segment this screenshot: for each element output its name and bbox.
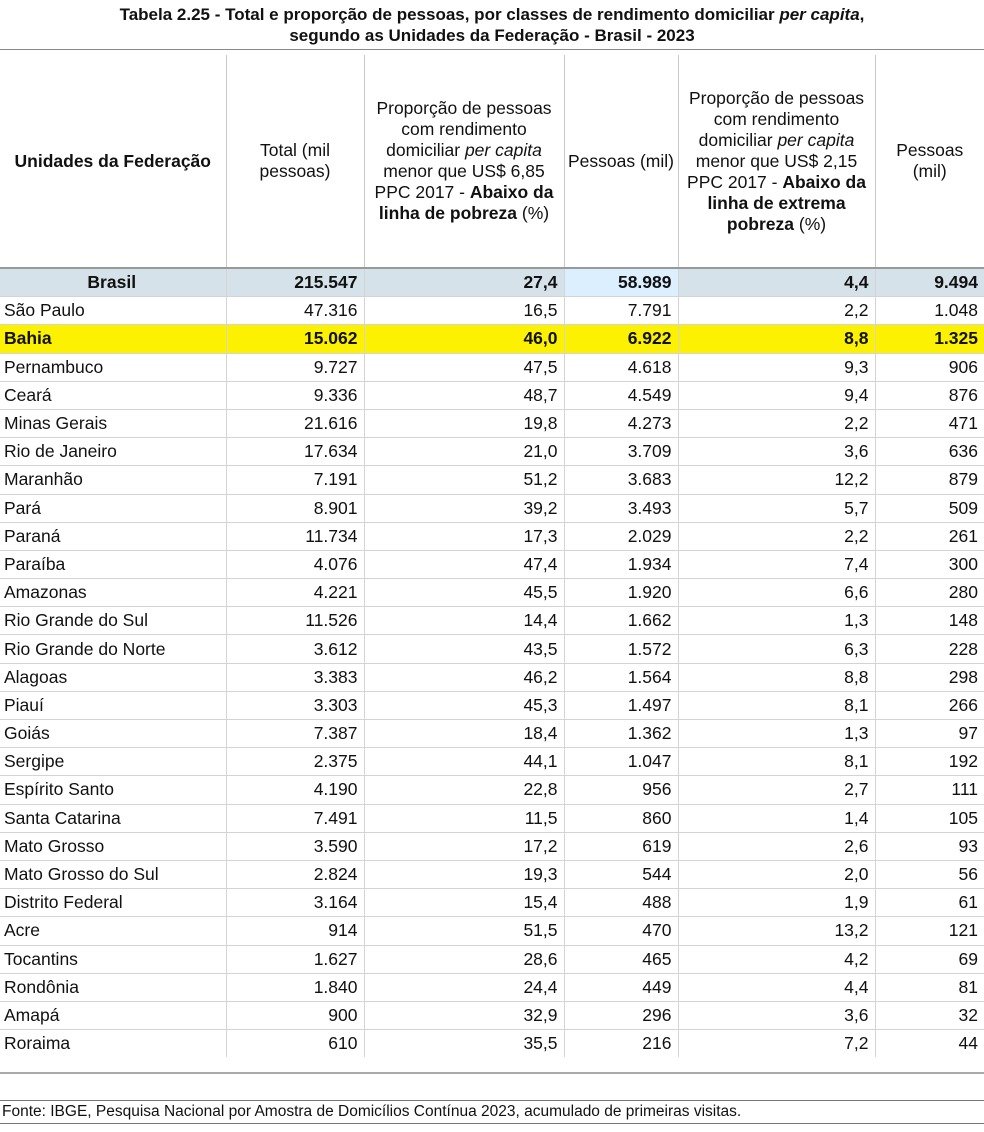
prop-pobreza-cell: 35,5 xyxy=(364,1030,564,1058)
prop-extrema-cell: 12,2 xyxy=(678,466,875,494)
total-cell: 11.526 xyxy=(226,607,364,635)
table-row xyxy=(0,804,984,832)
uf-cell: Roraima xyxy=(0,1030,226,1058)
prop-pobreza-cell: 28,6 xyxy=(364,945,564,973)
pessoas-pobreza-cell: 4.273 xyxy=(564,409,678,437)
pessoas-extrema-cell: 266 xyxy=(875,691,984,719)
total-cell: 610 xyxy=(226,1030,364,1058)
prop-pobreza-cell: 18,4 xyxy=(364,720,564,748)
table-row xyxy=(0,607,984,635)
pessoas-extrema-cell: 44 xyxy=(875,1030,984,1058)
header-prop-extrema xyxy=(678,55,875,268)
pessoas-extrema-cell: 509 xyxy=(875,494,984,522)
header-prop-pobreza-italic: per capita xyxy=(464,140,542,160)
title-line1-prefix: Tabela 2.25 - Total e proporção de pessoas, por classes de rendimento domiciliar xyxy=(119,5,780,24)
prop-extrema-cell: 4,4 xyxy=(678,268,875,297)
total-cell: 11.734 xyxy=(226,522,364,550)
pessoas-pobreza-cell: 3.493 xyxy=(564,494,678,522)
total-cell: 3.303 xyxy=(226,691,364,719)
table-row xyxy=(0,438,984,466)
prop-extrema-cell: 5,7 xyxy=(678,494,875,522)
total-cell: 3.383 xyxy=(226,663,364,691)
table-row xyxy=(0,579,984,607)
table-row xyxy=(0,522,984,550)
pessoas-pobreza-cell: 3.709 xyxy=(564,438,678,466)
uf-cell: São Paulo xyxy=(0,297,226,325)
total-cell: 7.191 xyxy=(226,466,364,494)
title-line2: segundo as Unidades da Federação - Brasil - 2023 xyxy=(289,26,695,45)
pessoas-extrema-cell: 69 xyxy=(875,945,984,973)
prop-pobreza-cell: 27,4 xyxy=(364,268,564,297)
title-line1-italic: per capita xyxy=(779,5,860,24)
header-prop-extrema-c: (%) xyxy=(794,213,827,234)
pessoas-pobreza-cell: 216 xyxy=(564,1030,678,1058)
header-prop-extrema-italic: per capita xyxy=(777,129,855,150)
pessoas-pobreza-cell: 1.497 xyxy=(564,691,678,719)
table-row xyxy=(0,720,984,748)
pessoas-extrema-cell: 105 xyxy=(875,804,984,832)
header-total: Total (mil pessoas) xyxy=(226,55,364,268)
prop-pobreza-cell: 51,5 xyxy=(364,917,564,945)
pessoas-extrema-cell: 32 xyxy=(875,1001,984,1029)
uf-cell: Bahia xyxy=(0,325,226,353)
total-cell: 47.316 xyxy=(226,297,364,325)
pessoas-extrema-cell: 280 xyxy=(875,579,984,607)
uf-cell: Amapá xyxy=(0,1001,226,1029)
pessoas-pobreza-cell: 4.549 xyxy=(564,381,678,409)
pessoas-extrema-cell: 1.325 xyxy=(875,325,984,353)
total-cell: 215.547 xyxy=(226,268,364,297)
pessoas-pobreza-cell: 619 xyxy=(564,832,678,860)
table-row xyxy=(0,381,984,409)
total-cell: 17.634 xyxy=(226,438,364,466)
prop-pobreza-cell: 47,5 xyxy=(364,353,564,381)
pessoas-pobreza-cell: 3.683 xyxy=(564,466,678,494)
pessoas-pobreza-cell: 2.029 xyxy=(564,522,678,550)
pessoas-extrema-cell: 876 xyxy=(875,381,984,409)
table-row xyxy=(0,663,984,691)
prop-pobreza-cell: 44,1 xyxy=(364,748,564,776)
pessoas-extrema-cell: 81 xyxy=(875,973,984,1001)
header-prop-pobreza-b: menor que US$ 6,85 PPC 2017 - xyxy=(374,161,545,202)
total-cell: 21.616 xyxy=(226,409,364,437)
header-row xyxy=(0,55,984,268)
uf-cell: Pará xyxy=(0,494,226,522)
data-table xyxy=(0,55,984,1057)
header-prop-pobreza xyxy=(364,55,564,268)
table-row xyxy=(0,353,984,381)
pessoas-pobreza-cell: 296 xyxy=(564,1001,678,1029)
pessoas-pobreza-cell: 6.922 xyxy=(564,325,678,353)
uf-cell: Tocantins xyxy=(0,945,226,973)
prop-extrema-cell: 8,8 xyxy=(678,325,875,353)
total-cell: 1.627 xyxy=(226,945,364,973)
pessoas-pobreza-cell: 58.989 xyxy=(564,268,678,297)
total-cell: 3.590 xyxy=(226,832,364,860)
uf-cell: Maranhão xyxy=(0,466,226,494)
prop-pobreza-cell: 11,5 xyxy=(364,804,564,832)
pessoas-pobreza-cell: 956 xyxy=(564,776,678,804)
pessoas-pobreza-cell: 1.362 xyxy=(564,720,678,748)
uf-cell: Amazonas xyxy=(0,579,226,607)
total-cell: 7.387 xyxy=(226,720,364,748)
uf-cell: Acre xyxy=(0,917,226,945)
pessoas-pobreza-cell: 7.791 xyxy=(564,297,678,325)
total-cell: 9.336 xyxy=(226,381,364,409)
table-row xyxy=(0,973,984,1001)
pessoas-extrema-cell: 56 xyxy=(875,860,984,888)
prop-extrema-cell: 1,9 xyxy=(678,889,875,917)
header-prop-extrema-bold: Abaixo da linha de extrema pobreza xyxy=(707,171,866,234)
uf-cell: Distrito Federal xyxy=(0,889,226,917)
header-prop-extrema-b: menor que US$ 2,15 PPC 2017 - xyxy=(687,150,858,192)
pessoas-extrema-cell: 93 xyxy=(875,832,984,860)
prop-extrema-cell: 7,2 xyxy=(678,1030,875,1058)
total-cell: 2.375 xyxy=(226,748,364,776)
prop-extrema-cell: 3,6 xyxy=(678,1001,875,1029)
prop-pobreza-cell: 46,2 xyxy=(364,663,564,691)
table-row xyxy=(0,635,984,663)
title-line1-suffix: , xyxy=(859,5,865,24)
total-cell: 9.727 xyxy=(226,353,364,381)
pessoas-extrema-cell: 192 xyxy=(875,748,984,776)
pessoas-pobreza-cell: 1.662 xyxy=(564,607,678,635)
pessoas-pobreza-cell: 1.047 xyxy=(564,748,678,776)
pessoas-pobreza-cell: 1.920 xyxy=(564,579,678,607)
prop-extrema-cell: 1,3 xyxy=(678,720,875,748)
pessoas-extrema-cell: 636 xyxy=(875,438,984,466)
total-cell: 4.190 xyxy=(226,776,364,804)
pessoas-extrema-cell: 879 xyxy=(875,466,984,494)
prop-pobreza-cell: 39,2 xyxy=(364,494,564,522)
header-prop-pobreza-bold: Abaixo da linha de pobreza xyxy=(378,182,554,223)
pessoas-pobreza-cell: 465 xyxy=(564,945,678,973)
pessoas-extrema-cell: 298 xyxy=(875,663,984,691)
source-note: Fonte: IBGE, Pesquisa Nacional por Amostra de Domicílios Contínua 2023, acumulado de primeiras visitas. xyxy=(0,1100,984,1124)
header-prop-extrema-a: Proporção de pessoas com rendimento domiciliar xyxy=(688,87,865,150)
header-prop-pobreza-a: Proporção de pessoas com rendimento domiciliar xyxy=(376,98,552,160)
prop-extrema-cell: 4,4 xyxy=(678,973,875,1001)
prop-pobreza-cell: 51,2 xyxy=(364,466,564,494)
prop-extrema-cell: 2,2 xyxy=(678,297,875,325)
uf-cell: Rondônia xyxy=(0,973,226,1001)
total-cell: 8.901 xyxy=(226,494,364,522)
table-row xyxy=(0,466,984,494)
table-body xyxy=(0,268,984,1057)
prop-extrema-cell: 6,3 xyxy=(678,635,875,663)
pessoas-extrema-cell: 471 xyxy=(875,409,984,437)
prop-pobreza-cell: 47,4 xyxy=(364,550,564,578)
header-pessoas-2: Pessoas (mil) xyxy=(875,55,984,268)
table-row xyxy=(0,832,984,860)
prop-pobreza-cell: 17,3 xyxy=(364,522,564,550)
table-row xyxy=(0,889,984,917)
total-cell: 3.164 xyxy=(226,889,364,917)
prop-pobreza-cell: 19,8 xyxy=(364,409,564,437)
prop-pobreza-cell: 45,3 xyxy=(364,691,564,719)
table-row xyxy=(0,1001,984,1029)
pessoas-pobreza-cell: 4.618 xyxy=(564,353,678,381)
prop-pobreza-cell: 24,4 xyxy=(364,973,564,1001)
prop-extrema-cell: 2,7 xyxy=(678,776,875,804)
uf-cell: Ceará xyxy=(0,381,226,409)
prop-pobreza-cell: 32,9 xyxy=(364,1001,564,1029)
uf-cell: Sergipe xyxy=(0,748,226,776)
pessoas-pobreza-cell: 488 xyxy=(564,889,678,917)
table-row xyxy=(0,550,984,578)
prop-pobreza-cell: 21,0 xyxy=(364,438,564,466)
pessoas-extrema-cell: 1.048 xyxy=(875,297,984,325)
table-row xyxy=(0,409,984,437)
pessoas-extrema-cell: 97 xyxy=(875,720,984,748)
table-row xyxy=(0,945,984,973)
prop-pobreza-cell: 16,5 xyxy=(364,297,564,325)
uf-cell: Santa Catarina xyxy=(0,804,226,832)
pessoas-extrema-cell: 906 xyxy=(875,353,984,381)
uf-cell: Rio Grande do Sul xyxy=(0,607,226,635)
table-row xyxy=(0,776,984,804)
prop-extrema-cell: 2,2 xyxy=(678,409,875,437)
prop-pobreza-cell: 46,0 xyxy=(364,325,564,353)
table-row xyxy=(0,917,984,945)
table-row xyxy=(0,860,984,888)
table-title xyxy=(0,0,984,50)
table-bottom-divider xyxy=(0,1072,984,1074)
prop-pobreza-cell: 17,2 xyxy=(364,832,564,860)
pessoas-extrema-cell: 121 xyxy=(875,917,984,945)
pessoas-pobreza-cell: 544 xyxy=(564,860,678,888)
table-row xyxy=(0,1030,984,1058)
prop-extrema-cell: 8,8 xyxy=(678,663,875,691)
prop-pobreza-cell: 19,3 xyxy=(364,860,564,888)
header-prop-pobreza-c: (%) xyxy=(517,203,550,223)
uf-cell: Pernambuco xyxy=(0,353,226,381)
pessoas-extrema-cell: 9.494 xyxy=(875,268,984,297)
prop-extrema-cell: 4,2 xyxy=(678,945,875,973)
pessoas-extrema-cell: 61 xyxy=(875,889,984,917)
pessoas-pobreza-cell: 470 xyxy=(564,917,678,945)
prop-pobreza-cell: 22,8 xyxy=(364,776,564,804)
header-pessoas-1: Pessoas (mil) xyxy=(564,55,678,268)
total-cell: 7.491 xyxy=(226,804,364,832)
table-row xyxy=(0,297,984,325)
pessoas-pobreza-cell: 1.934 xyxy=(564,550,678,578)
total-cell: 3.612 xyxy=(226,635,364,663)
uf-cell: Rio Grande do Norte xyxy=(0,635,226,663)
prop-extrema-cell: 9,3 xyxy=(678,353,875,381)
total-cell: 1.840 xyxy=(226,973,364,1001)
table-row xyxy=(0,494,984,522)
prop-extrema-cell: 2,6 xyxy=(678,832,875,860)
prop-extrema-cell: 2,0 xyxy=(678,860,875,888)
uf-cell: Mato Grosso xyxy=(0,832,226,860)
prop-extrema-cell: 1,4 xyxy=(678,804,875,832)
total-cell: 900 xyxy=(226,1001,364,1029)
uf-cell: Goiás xyxy=(0,720,226,748)
prop-pobreza-cell: 45,5 xyxy=(364,579,564,607)
uf-cell: Minas Gerais xyxy=(0,409,226,437)
uf-cell: Piauí xyxy=(0,691,226,719)
prop-extrema-cell: 3,6 xyxy=(678,438,875,466)
pessoas-extrema-cell: 148 xyxy=(875,607,984,635)
total-cell: 4.221 xyxy=(226,579,364,607)
prop-pobreza-cell: 43,5 xyxy=(364,635,564,663)
table-row xyxy=(0,268,984,297)
prop-extrema-cell: 7,4 xyxy=(678,550,875,578)
uf-cell: Paraná xyxy=(0,522,226,550)
pessoas-pobreza-cell: 860 xyxy=(564,804,678,832)
total-cell: 4.076 xyxy=(226,550,364,578)
pessoas-extrema-cell: 300 xyxy=(875,550,984,578)
prop-extrema-cell: 2,2 xyxy=(678,522,875,550)
prop-pobreza-cell: 48,7 xyxy=(364,381,564,409)
prop-extrema-cell: 9,4 xyxy=(678,381,875,409)
pessoas-extrema-cell: 261 xyxy=(875,522,984,550)
prop-extrema-cell: 13,2 xyxy=(678,917,875,945)
prop-extrema-cell: 8,1 xyxy=(678,691,875,719)
table-row xyxy=(0,691,984,719)
prop-extrema-cell: 6,6 xyxy=(678,579,875,607)
prop-extrema-cell: 1,3 xyxy=(678,607,875,635)
prop-pobreza-cell: 15,4 xyxy=(364,889,564,917)
total-cell: 914 xyxy=(226,917,364,945)
total-cell: 15.062 xyxy=(226,325,364,353)
pessoas-extrema-cell: 111 xyxy=(875,776,984,804)
table-row xyxy=(0,325,984,353)
uf-cell: Paraíba xyxy=(0,550,226,578)
pessoas-pobreza-cell: 449 xyxy=(564,973,678,1001)
uf-cell: Brasil xyxy=(0,268,226,297)
prop-pobreza-cell: 14,4 xyxy=(364,607,564,635)
uf-cell: Espírito Santo xyxy=(0,776,226,804)
table-row xyxy=(0,748,984,776)
prop-extrema-cell: 8,1 xyxy=(678,748,875,776)
header-uf: Unidades da Federação xyxy=(0,55,226,268)
uf-cell: Alagoas xyxy=(0,663,226,691)
uf-cell: Rio de Janeiro xyxy=(0,438,226,466)
pessoas-extrema-cell: 228 xyxy=(875,635,984,663)
pessoas-pobreza-cell: 1.572 xyxy=(564,635,678,663)
uf-cell: Mato Grosso do Sul xyxy=(0,860,226,888)
total-cell: 2.824 xyxy=(226,860,364,888)
pessoas-pobreza-cell: 1.564 xyxy=(564,663,678,691)
